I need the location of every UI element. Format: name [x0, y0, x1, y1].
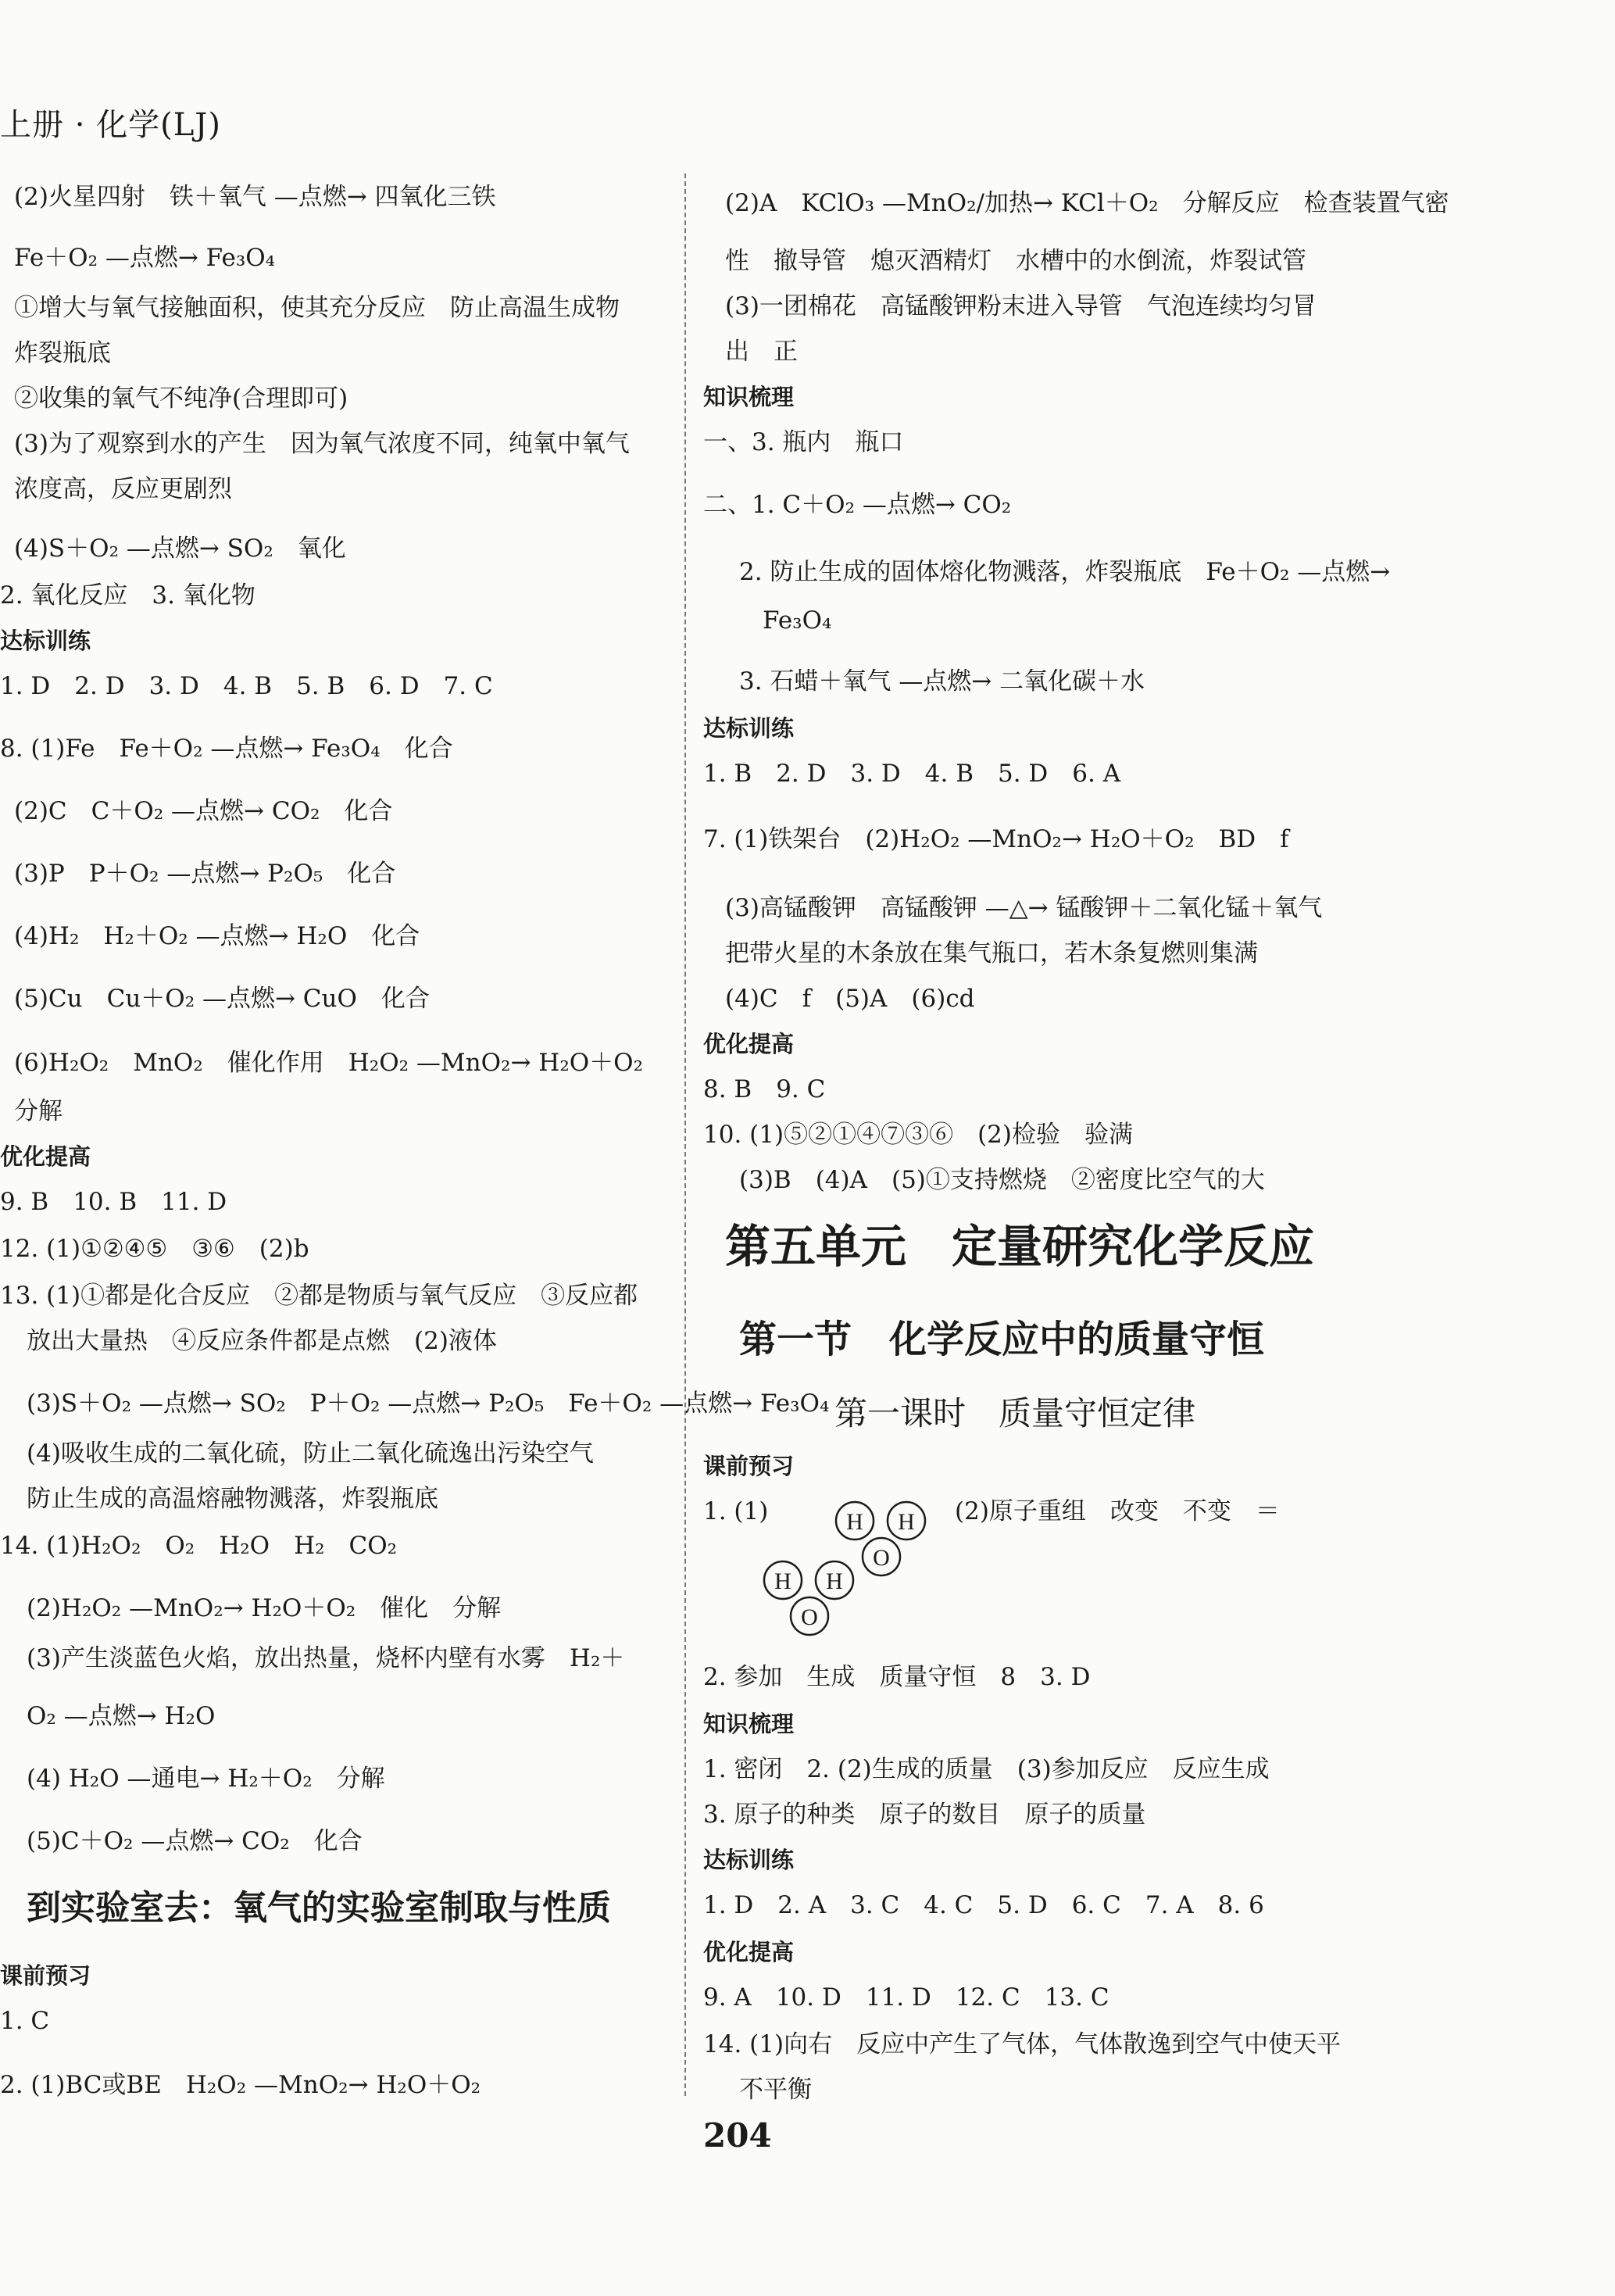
answer-line: ①增大与氧气接触面积，使其充分反应 防止高温生成物: [14, 294, 620, 322]
answer-line: 7. (1)铁架台 (2)H₂O₂ —MnO₂→ H₂O＋O₂ BD f: [703, 825, 1289, 853]
answer-line: 一、3. 瓶内 瓶口: [703, 428, 904, 456]
subsection-heading: 达标训练: [0, 628, 91, 654]
answer-line: Fe＋O₂ —点燃→ Fe₃O₄: [14, 244, 276, 272]
answer-line: 9. A 10. D 11. D 12. C 13. C: [703, 1983, 1109, 2012]
subsection-heading: 达标训练: [703, 715, 795, 742]
answer-line: (3)P P＋O₂ —点燃→ P₂O₅ 化合: [14, 860, 396, 888]
atom-h: H: [826, 1568, 843, 1594]
answer-line: 3. 石蜡＋氧气 —点燃→ 二氧化碳＋水: [739, 667, 1145, 696]
answer-line: (3)B (4)A (5)①支持燃烧 ②密度比空气的大: [739, 1166, 1265, 1194]
atom-o: O: [873, 1545, 890, 1571]
answer-line: 10. (1)⑤②①④⑦③⑥ (2)检验 验满: [703, 1121, 1133, 1149]
answer-line: 2. (1)BC或BE H₂O₂ —MnO₂→ H₂O＋O₂: [0, 2071, 481, 2099]
subsection-heading: 课前预习: [0, 1962, 91, 1989]
answer-line: 1. 密闭 2. (2)生成的质量 (3)参加反应 反应生成: [703, 1755, 1270, 1783]
subsection-heading: 课前预习: [703, 1453, 795, 1479]
answer-line: O₂ —点燃→ H₂O: [27, 1702, 216, 1730]
answer-line: 炸裂瓶底: [14, 339, 111, 367]
answer-line: (4) H₂O —通电→ H₂＋O₂ 分解: [27, 1765, 385, 1793]
answer-line: (2)火星四射 铁＋氧气 —点燃→ 四氧化三铁: [14, 183, 496, 211]
subsection-heading: 知识梳理: [703, 1711, 795, 1737]
answer-line: (4)吸收生成的二氧化硫，防止二氧化硫逸出污染空气: [27, 1439, 594, 1468]
answer-line: 3. 原子的种类 原子的数目 原子的质量: [703, 1801, 1146, 1829]
answer-line: 13. (1)①都是化合反应 ②都是物质与氧气反应 ③反应都: [0, 1282, 638, 1310]
answer-line: 14. (1)向右 反应中产生了气体，气体散逸到空气中使天平: [703, 2030, 1342, 2058]
answer-line: ②收集的氧气不纯净(合理即可): [14, 384, 348, 413]
water-molecule-diagram: [750, 1485, 953, 1641]
answer-line: (3)高锰酸钾 高锰酸钾 —△→ 锰酸钾＋二氧化锰＋氧气: [725, 894, 1323, 922]
answer-line: 8. B 9. C: [703, 1075, 826, 1103]
page-number: 204: [703, 2116, 772, 2155]
atom-h: H: [898, 1509, 915, 1535]
answer-line: (2)原子重组 改变 不变 ＝: [955, 1497, 1280, 1525]
answer-line: (4)H₂ H₂＋O₂ —点燃→ H₂O 化合: [14, 922, 420, 950]
unit-title: 第五单元 定量研究化学反应: [725, 1220, 1315, 1273]
answer-line: 8. (1)Fe Fe＋O₂ —点燃→ Fe₃O₄ 化合: [0, 735, 453, 763]
answer-line: (3)为了观察到水的产生 因为氧气浓度不同，纯氧中氧气: [14, 430, 630, 458]
answer-line: 二、1. C＋O₂ —点燃→ CO₂: [703, 491, 1012, 519]
answer-line: 1. D 2. D 3. D 4. B 5. B 6. D 7. C: [0, 672, 493, 700]
answer-line: 1. (1): [703, 1497, 769, 1525]
answer-line: (2)C C＋O₂ —点燃→ CO₂ 化合: [14, 797, 393, 825]
subsection-heading: 优化提高: [703, 1031, 795, 1057]
left-section-title: 到实验室去：氧气的实验室制取与性质: [27, 1888, 611, 1928]
subsection-heading: 优化提高: [703, 1939, 795, 1965]
answer-line: (3)一团棉花 高锰酸钾粉末进入导管 气泡连续均匀冒: [725, 292, 1317, 320]
answer-line: (2)H₂O₂ —MnO₂→ H₂O＋O₂ 催化 分解: [27, 1594, 502, 1622]
answer-line: 12. (1)①②④⑤ ③⑥ (2)b: [0, 1235, 309, 1263]
answer-line: (2)A KClO₃ —MnO₂/加热→ KCl＋O₂ 分解反应 检查装置气密: [725, 189, 1449, 217]
answer-line: 14. (1)H₂O₂ O₂ H₂O H₂ CO₂: [0, 1532, 398, 1560]
answer-line: 分解: [14, 1097, 63, 1125]
answer-line: (5)Cu Cu＋O₂ —点燃→ CuO 化合: [14, 985, 430, 1013]
answer-line: 2. 参加 生成 质量守恒 8 3. D: [703, 1663, 1091, 1691]
answer-line: 2. 氧化反应 3. 氧化物: [0, 581, 255, 610]
answer-line: 把带火星的木条放在集气瓶口，若木条复燃则集满: [725, 939, 1258, 967]
answer-line: 出 正: [725, 338, 798, 366]
atom-h: H: [774, 1568, 791, 1594]
subsection-heading: 知识梳理: [703, 384, 795, 410]
section-title: 第一节 化学反应中的质量守恒: [739, 1318, 1265, 1361]
answer-line: (6)H₂O₂ MnO₂ 催化作用 H₂O₂ —MnO₂→ H₂O＋O₂: [14, 1049, 644, 1077]
answer-line: 1. D 2. A 3. C 4. C 5. D 6. C 7. A 8. 6: [703, 1891, 1264, 1919]
atom-h: H: [846, 1509, 863, 1535]
answer-line: 2. 防止生成的固体熔化物溅落，炸裂瓶底 Fe＋O₂ —点燃→: [739, 558, 1391, 586]
answer-line: 防止生成的高温熔融物溅落，炸裂瓶底: [27, 1485, 438, 1513]
answer-line: Fe₃O₄: [763, 606, 832, 635]
column-divider: [684, 173, 686, 2096]
subsection-heading: 达标训练: [703, 1847, 795, 1873]
subsection-heading: 优化提高: [0, 1143, 91, 1170]
answer-line: (5)C＋O₂ —点燃→ CO₂ 化合: [27, 1827, 363, 1855]
answer-line: 浓度高，反应更剧烈: [14, 475, 232, 503]
answer-line: 放出大量热 ④反应条件都是点燃 (2)液体: [27, 1327, 497, 1355]
answer-line: (4)C f (5)A (6)cd: [725, 985, 975, 1013]
running-header: 上册 · 化学(LJ): [0, 107, 221, 143]
answer-line: (4)S＋O₂ —点燃→ SO₂ 氧化: [14, 535, 346, 563]
answer-line: 1. B 2. D 3. D 4. B 5. D 6. A: [703, 760, 1121, 788]
answer-line: 不平衡: [739, 2076, 812, 2104]
answer-line: 1. C: [0, 2007, 50, 2035]
answer-line: (3)S＋O₂ —点燃→ SO₂ P＋O₂ —点燃→ P₂O₅ Fe＋O₂ —点燃→ Fe₃O₄: [27, 1389, 830, 1418]
answer-line: 性 撤导管 熄灭酒精灯 水槽中的水倒流，炸裂试管: [725, 247, 1306, 275]
lesson-title: 第一课时 质量守恒定律: [834, 1394, 1196, 1432]
answer-line: 9. B 10. B 11. D: [0, 1188, 227, 1216]
answer-line: (3)产生淡蓝色火焰，放出热量，烧杯内壁有水雾 H₂＋: [27, 1644, 625, 1672]
atom-o: O: [801, 1604, 818, 1630]
